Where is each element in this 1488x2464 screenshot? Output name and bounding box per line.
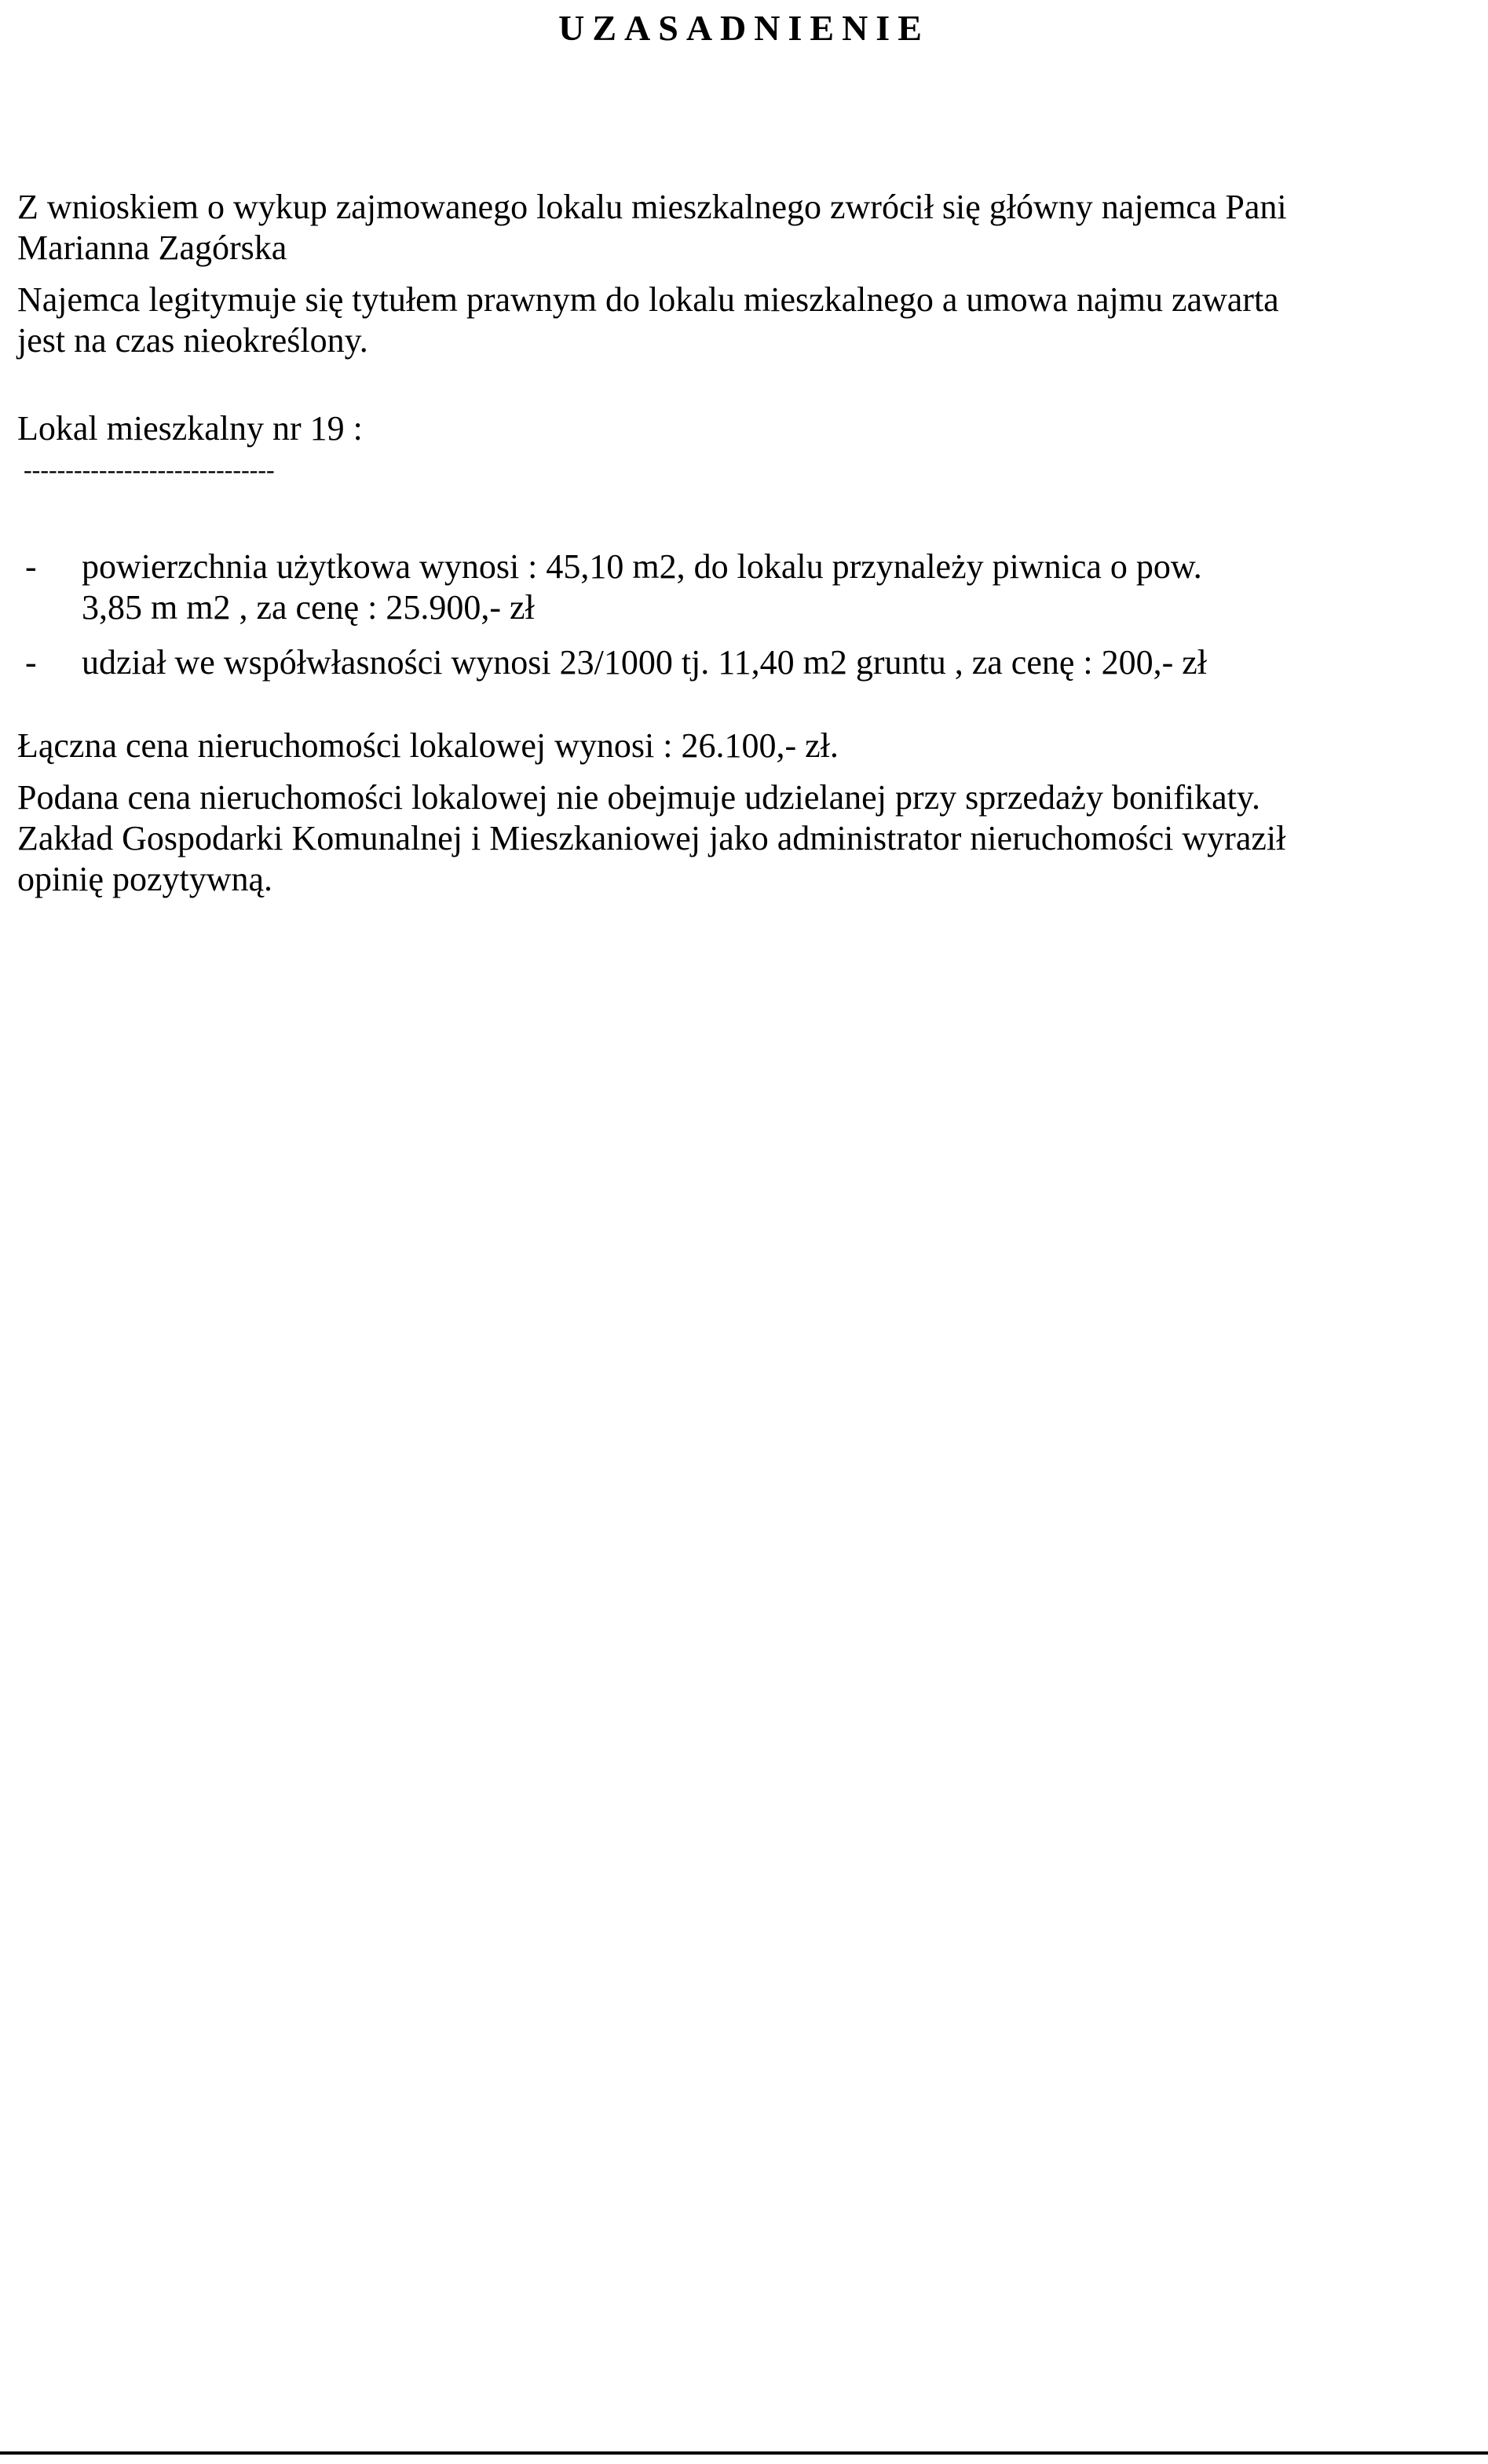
closing-line-4: opinię pozytywną. (17, 860, 273, 898)
intro-line-1: Z wnioskiem o wykup zajmowanego lokalu mieszkalnego zwrócił się główny najemca Pani (17, 188, 1287, 226)
document-title: UZASADNIENIE (558, 8, 930, 48)
intro-line-4: jest na czas nieokreślony. (17, 321, 368, 360)
closing-line-3: Zakład Gospodarki Komunalnej i Mieszkaniowej jako administrator nieruchomości wyraził (17, 819, 1286, 857)
intro-line-2: Marianna Zagórska (17, 228, 287, 267)
closing-line-2: Podana cena nieruchomości lokalowej nie obejmuje udzielanej przy sprzedaży bonifikaty. (17, 778, 1261, 817)
bullet-1-line-2: 3,85 m m2 , za cenę : 25.900,- zł (82, 588, 535, 627)
intro-line-3: Najemca legitymuje się tytułem prawnym do lokalu mieszkalnego a umowa najmu zawarta (17, 280, 1279, 319)
unit-heading-underline: ------------------------------ (24, 455, 275, 484)
bullet-2-dash: - (25, 643, 37, 682)
unit-heading: Lokal mieszkalny nr 19 : (17, 409, 363, 448)
bullet-2-line-1: udział we współwłasności wynosi 23/1000 tj. 11,40 m2 gruntu , za cenę : 200,- zł (82, 643, 1208, 682)
closing-line-1: Łączna cena nieruchomości lokalowej wynosi : 26.100,- zł. (17, 726, 839, 765)
footer-rule (0, 2451, 1488, 2455)
bullet-1-dash: - (25, 547, 37, 586)
bullet-1-line-1: powierzchnia użytkowa wynosi : 45,10 m2, do lokalu przynależy piwnica o pow. (82, 547, 1202, 586)
